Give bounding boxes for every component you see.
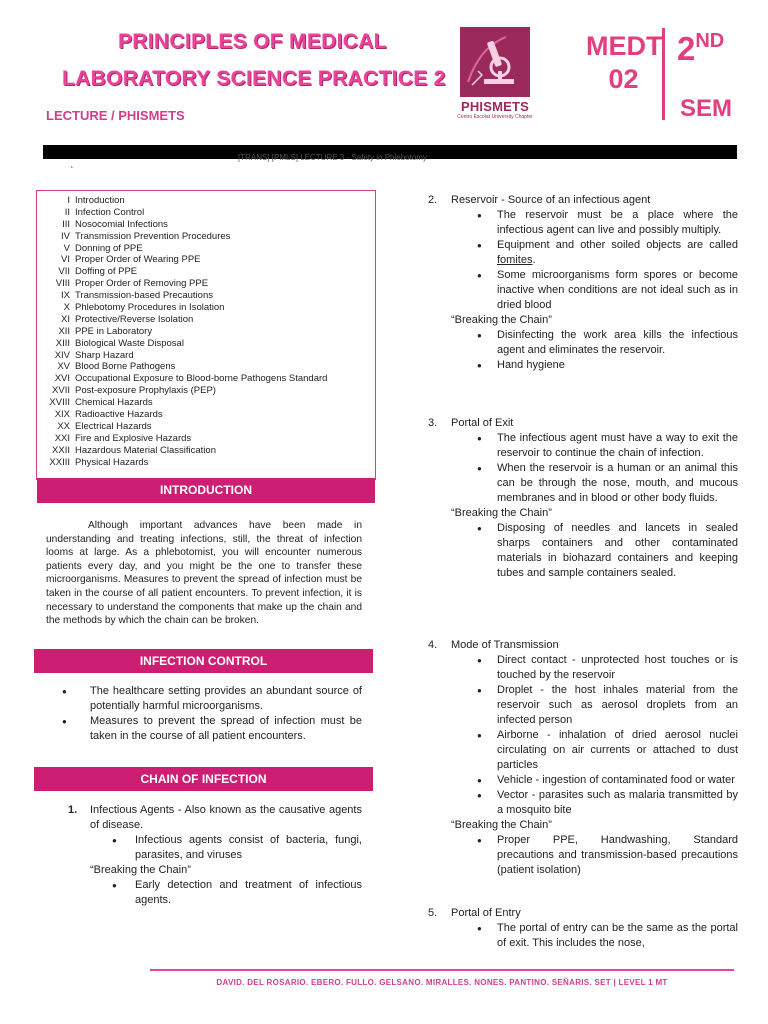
chain-of-infection-heading: CHAIN OF INFECTION — [34, 767, 373, 791]
list-item: ● When the reservoir is a human or an animal this can be through the nose, mouth, and mucous membranes and in blood or other body fluids. — [428, 461, 738, 506]
chain-item-3 — [428, 416, 738, 581]
toc-item-label: Infection Control — [75, 206, 145, 218]
list-item: ● Measures to prevent the spread of infection must be taken in the course of all patient encounters. — [62, 714, 362, 744]
list-item: ● Early detection and treatment of infectious agents. — [68, 878, 362, 908]
toc-item-number: X — [63, 302, 70, 314]
toc-item-number: IV — [61, 230, 70, 242]
toc-item-label: Electrical Hazards — [75, 420, 152, 432]
semester-number — [677, 30, 724, 68]
toc-item-label: Sharp Hazard — [75, 349, 134, 361]
list-item: ● The healthcare setting provides an abundant source of potentially harmful microorganisms. — [62, 684, 362, 714]
toc-item-number: XIV — [54, 349, 70, 361]
toc-item-label: Fire and Explosive Hazards — [75, 432, 192, 444]
list-item: ● The reservoir must be a place where the infectious agent can live and possibly multiply. — [428, 208, 738, 238]
footer-authors: DAVID. DEL ROSARIO. EBERO. FULLO. GELSANO. MIRALLES. NONES. PANTINO. SEÑARIS. SET | LEVEL 1 MT — [216, 978, 668, 987]
toc-item-label: Phlebotomy Procedures in Isolation — [75, 302, 225, 314]
toc-item-number: VI — [61, 254, 70, 266]
chain-item-number: 2. — [428, 194, 438, 206]
table-of-contents — [36, 190, 376, 497]
chain-item-title: Reservoir - Source of an infectious agent — [451, 194, 651, 206]
course-code-line2: 02 — [608, 64, 639, 94]
toc-item-label: Post-exposure Prophylaxis (PEP) — [75, 385, 216, 397]
list-item: ● Disinfecting the work area kills the infectious agent and eliminates the reservoir. — [428, 328, 738, 358]
toc-item-number: XX — [57, 420, 70, 432]
breaking-the-chain-label: “Breaking the Chain” — [451, 507, 552, 519]
list-item: ● Disposing of needles and lancets in sealed sharps containers and other contaminated materials in biohazard containers and keeping tubes and sample containers sealed. — [428, 521, 738, 581]
breaking-the-chain-label: “Breaking the Chain” — [90, 864, 191, 876]
microscope-icon — [460, 27, 530, 97]
introduction-paragraph: Although important advances have been made in understanding and treating infections, still, the threat of infection looms at large. As a phlebotomist, you will encounter numerous patients every day, and you might be the one to transfer these microorganisms. Measures to prevent the spread of infection must be taken in the course of all patient encounters. To prevent infection, it is necessary to understand the components that make up the chain and the methods by which the chain can be broken. — [46, 520, 362, 627]
toc-item-label: Introduction — [75, 195, 125, 206]
chain-item-number: 1. — [68, 804, 78, 816]
list-item: ● Some microorganisms form spores or become inactive when conditions are not ideal such as in dried blood — [428, 268, 738, 313]
toc-item-label: Proper Order of Wearing PPE — [75, 254, 201, 266]
semester-digit: 2 — [677, 30, 696, 67]
toc-item-label: Transmission-based Precautions — [75, 290, 213, 302]
chain-item-bullets — [68, 833, 362, 863]
toc-item-number: XV — [57, 361, 70, 373]
chain-item-4 — [428, 638, 738, 878]
chain-item-title: Portal of Entry — [451, 907, 521, 919]
toc-item-label: Doffing of PPE — [75, 266, 138, 278]
chain-item-title: Portal of Exit — [451, 417, 514, 429]
breaking-the-chain-label: “Breaking the Chain” — [451, 819, 552, 831]
chain-item-bullets — [428, 208, 738, 313]
toc-item-number: V — [63, 242, 70, 254]
breaking-the-chain-bullets — [68, 878, 362, 908]
chain-item-5 — [428, 906, 738, 951]
toc-item-label: Transmission Prevention Procedures — [75, 230, 231, 242]
toc-item-number: XVIII — [49, 397, 70, 409]
toc-item-label: Chemical Hazards — [75, 397, 153, 409]
list-item: ● Vehicle - ingestion of contaminated food or water — [428, 773, 738, 788]
toc-item-number: IX — [61, 290, 70, 302]
chain-item-1 — [68, 803, 362, 908]
toc-item-label: Blood Borne Pathogens — [75, 361, 176, 373]
toc-item-number: XXIII — [49, 456, 70, 468]
list-item: ● Vector - parasites such as malaria transmitted by a mosquito bite — [428, 788, 738, 818]
chain-item-bullets — [428, 653, 738, 818]
toc-item-number: XXI — [54, 432, 70, 444]
doc-subtitle: LECTURE / PHISMETS — [46, 108, 185, 123]
chain-item-heading — [428, 638, 738, 653]
toc-item-number: XVI — [54, 373, 70, 385]
toc-item-label: Nosocomial Infections — [75, 218, 168, 230]
introduction-heading: INTRODUCTION — [37, 478, 375, 503]
toc-item-number: XXII — [52, 444, 70, 456]
list-item: ● Airborne - inhalation of dried aerosol nuclei circulating on air currents or attached to dust particles — [428, 728, 738, 773]
logo-subtext: Centro Escolar University Chapter — [457, 114, 533, 120]
toc-item-label: Hazardous Material Classification — [75, 444, 216, 456]
chain-item-bullets — [428, 921, 738, 951]
header-divider — [662, 28, 665, 120]
semester-label: SEM — [680, 95, 733, 122]
list-item: ● Hand hygiene — [428, 358, 738, 373]
doc-title-line1: PRINCIPLES OF MEDICAL — [118, 30, 387, 53]
chain-item-number: 4. — [428, 639, 438, 651]
list-item: ● Proper PPE, Handwashing, Standard precautions and transmission-based precautions (patient isolation) — [428, 833, 738, 878]
toc-item-number: VIII — [55, 278, 70, 290]
term-fomites: fomites — [497, 254, 533, 266]
stray-mark: ` — [70, 166, 74, 177]
toc-item-number: VII — [58, 266, 70, 278]
toc-item-number: XII — [58, 325, 70, 337]
list-item: ● Equipment and other soiled objects are called fomites. — [428, 238, 738, 268]
breaking-the-chain-bullets — [428, 328, 738, 373]
toc-item-number: XIII — [55, 337, 70, 349]
toc-item-label: Donning of PPE — [75, 242, 143, 254]
toc-item-number: III — [62, 218, 70, 230]
toc-item-label: Proper Order of Removing PPE — [75, 278, 209, 290]
list-item: ● The infectious agent must have a way to exit the reservoir to continue the chain of infection. — [428, 431, 738, 461]
toc-item-number: I — [67, 195, 70, 206]
list-item: ● Direct contact - unprotected host touches or is touched by the reservoir — [428, 653, 738, 683]
chain-item-bullets — [428, 431, 738, 506]
semester-suffix: ND — [695, 30, 725, 52]
toc-item-label: Occupational Exposure to Blood-borne Pathogens Standard — [75, 373, 328, 385]
chain-item-2 — [428, 193, 738, 373]
title-banner-text: [TRANS] [PMLS] LECTURE 3 - Safety in Phlebotomy — [238, 153, 427, 162]
breaking-the-chain-bullets — [428, 521, 738, 581]
chain-item-heading — [428, 906, 738, 921]
chain-item-title: Mode of Transmission — [451, 639, 559, 651]
toc-item-label: PPE in Laboratory — [75, 325, 153, 337]
chain-item-title: Infectious Agents - Also known as the causative agents of disease. — [90, 804, 362, 831]
toc-item-label: Physical Hazards — [75, 456, 149, 468]
chain-item-heading — [428, 416, 738, 431]
chain-item-number: 5. — [428, 907, 438, 919]
toc-item-number: II — [64, 206, 70, 218]
list-item: ● The portal of entry can be the same as the portal of exit. This includes the nose, — [428, 921, 738, 951]
toc-item-number: XI — [61, 313, 70, 325]
infection-control-heading: INFECTION CONTROL — [34, 649, 373, 673]
footer-divider — [150, 969, 734, 971]
toc-item-label: Biological Waste Disposal — [75, 337, 184, 349]
breaking-the-chain-label: “Breaking the Chain” — [451, 314, 552, 326]
infection-control-list — [62, 684, 362, 744]
course-code-line1: MEDT — [586, 31, 663, 61]
list-item: ● Droplet - the host inhales material from the reservoir such as aerosol droplets from an infected person — [428, 683, 738, 728]
toc-item-label: Protective/Reverse Isolation — [75, 313, 194, 325]
chain-item-number: 3. — [428, 417, 438, 429]
toc-item-label: Radioactive Hazards — [75, 409, 163, 421]
toc-item-number: XVII — [52, 385, 70, 397]
list-item: ● Infectious agents consist of bacteria, fungi, parasites, and viruses — [68, 833, 362, 863]
chain-item-heading — [68, 803, 362, 833]
toc-item-number: XIX — [54, 409, 70, 421]
breaking-the-chain-bullets — [428, 833, 738, 878]
logo-text: PHISMETS — [460, 99, 530, 114]
course-code — [586, 30, 661, 96]
chain-item-heading — [428, 193, 738, 208]
doc-title-line2: LABORATORY SCIENCE PRACTICE 2 — [62, 67, 446, 90]
phismets-logo — [456, 27, 534, 120]
